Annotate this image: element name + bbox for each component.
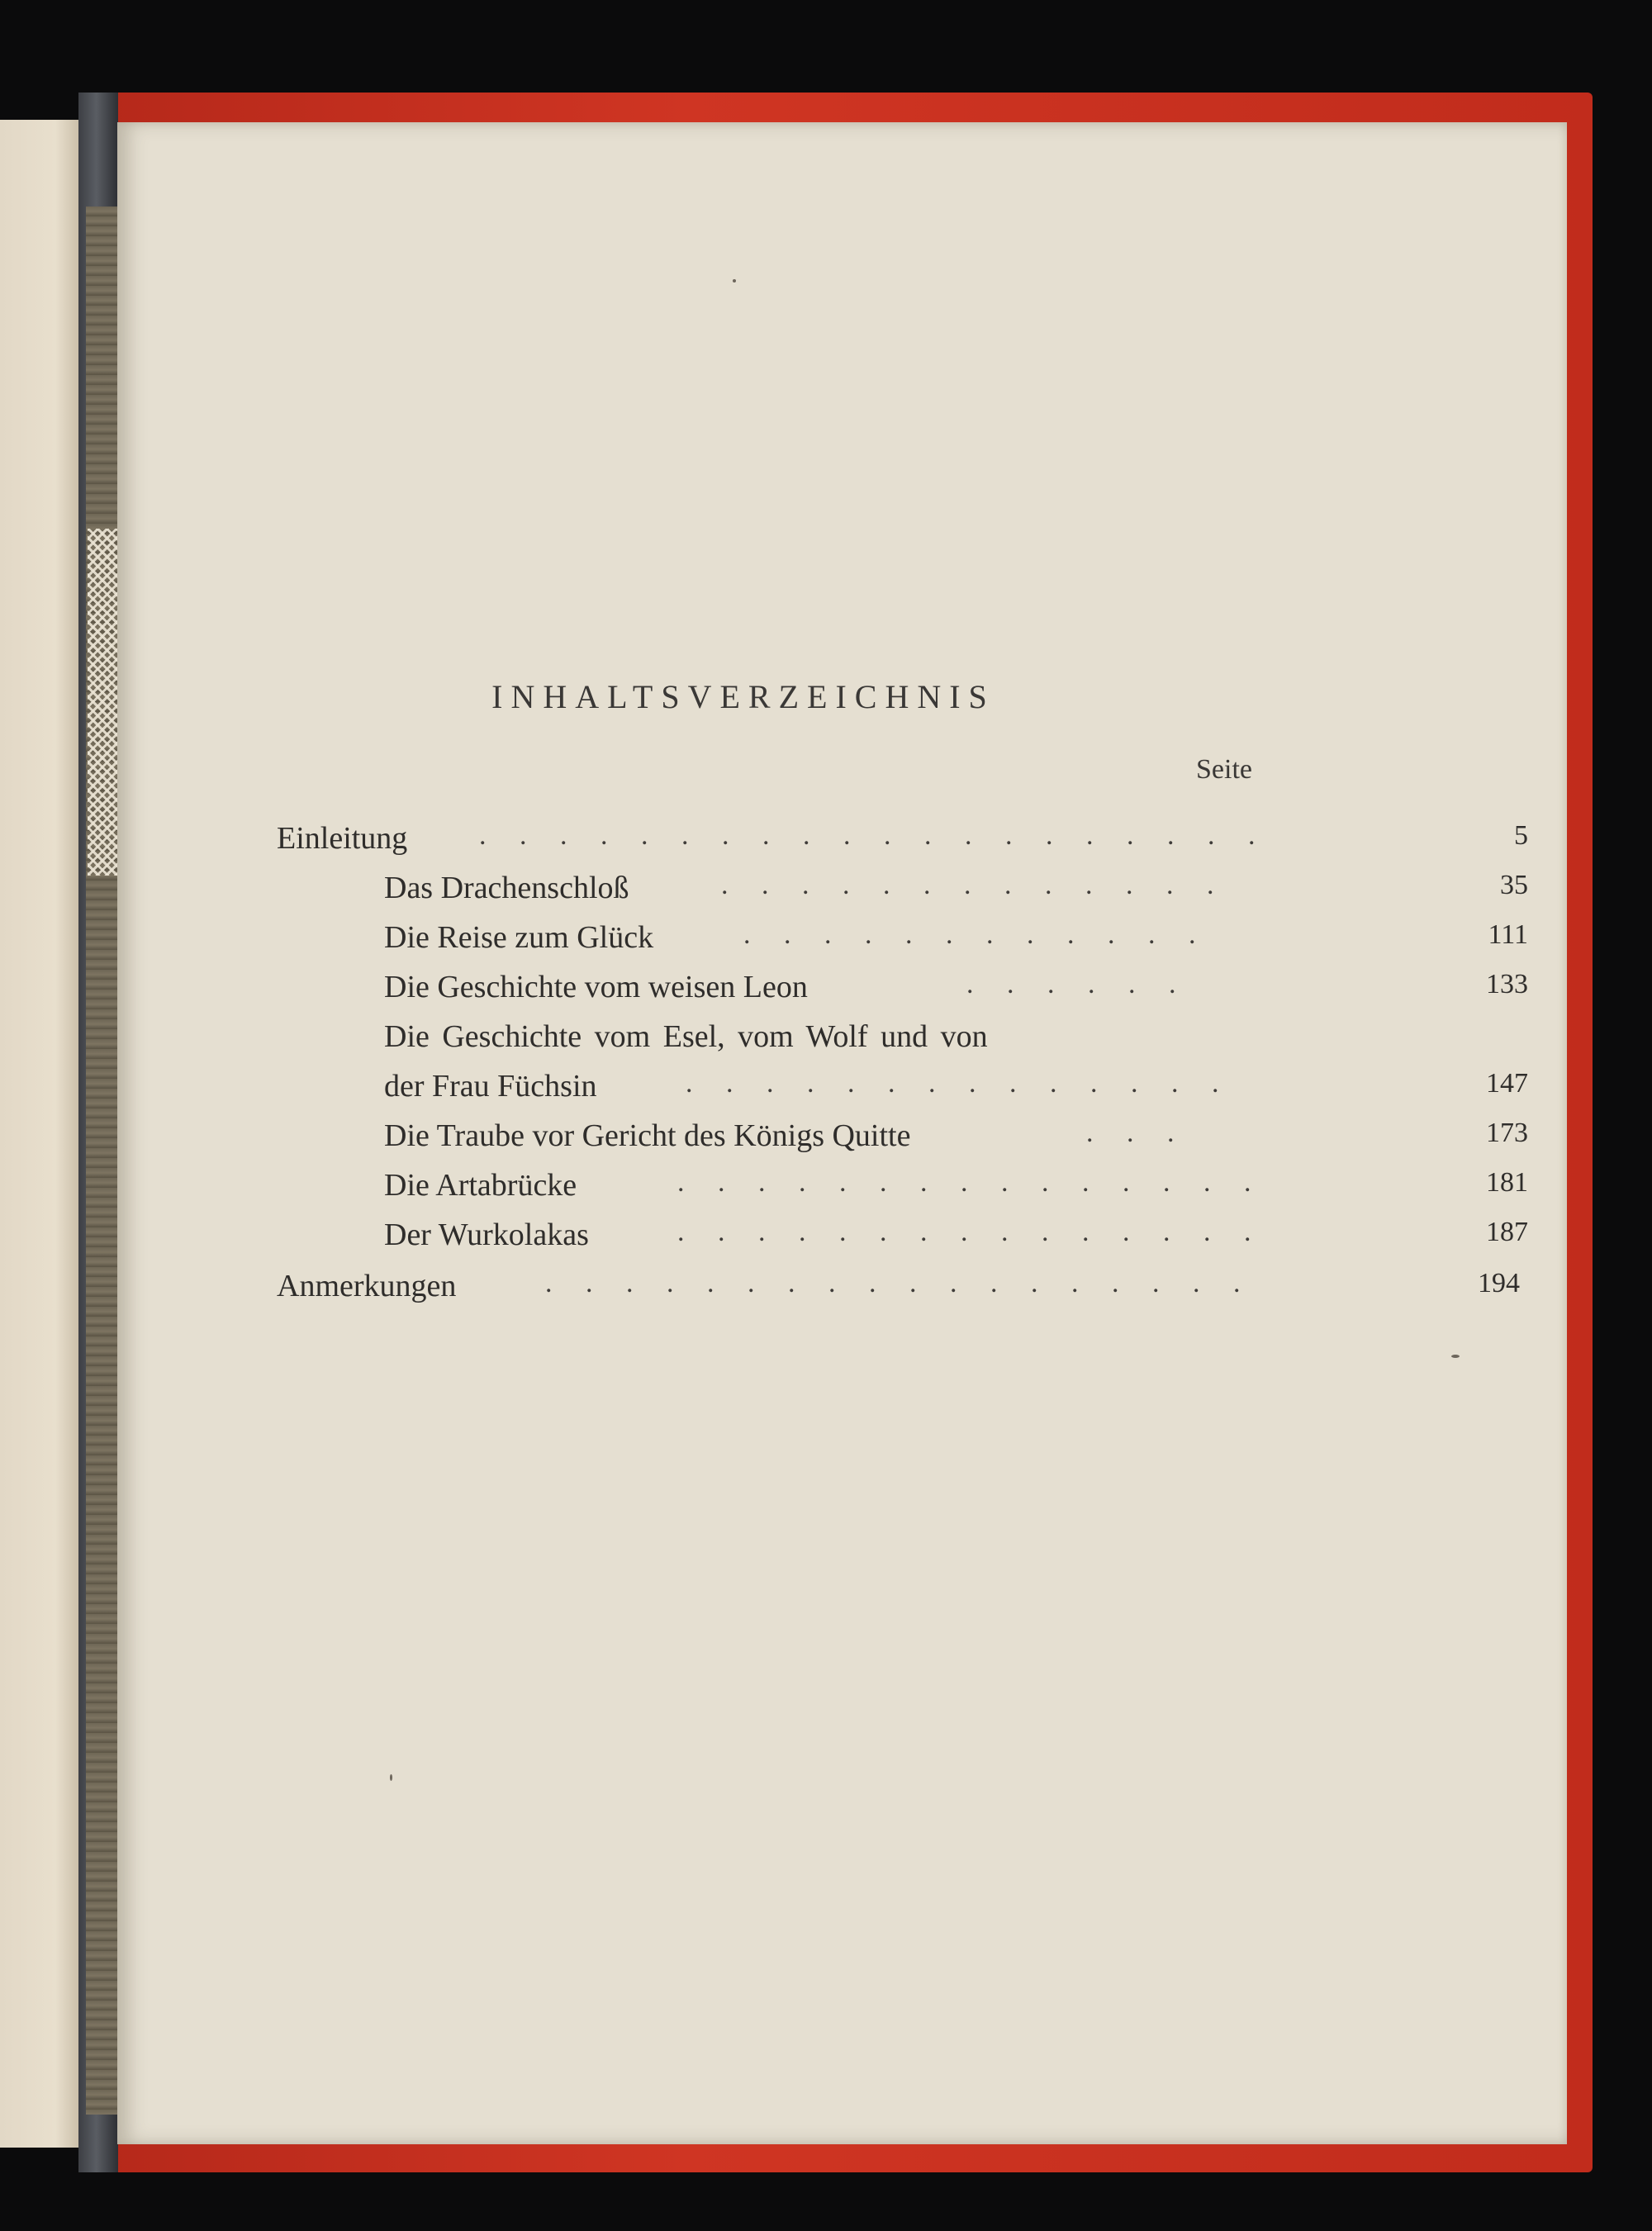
dot-leaders: . . . . . . . . . . . . . . . . . . . . <box>479 820 1269 851</box>
toc-entry <box>384 1018 988 1060</box>
dot-leaders: . . . . . . . . . . . . . . . <box>677 1167 1265 1198</box>
toc-entry-label: Einleitung <box>277 821 408 856</box>
toc-entry-label: Die Geschichte vom Esel, vom Wolf und von <box>384 1019 988 1054</box>
toc-entry-label: Die Reise zum Glück <box>384 920 654 955</box>
toc-entry <box>384 1118 1528 1159</box>
toc-entry <box>384 919 1528 961</box>
left-page-edge <box>0 120 79 2148</box>
toc-entry-label: Der Wurkolakas <box>384 1218 589 1252</box>
dot-leaders: . . . . . . . . . . . . . . <box>686 1068 1232 1099</box>
toc-entry-label: Das Drachenschloß <box>384 871 629 905</box>
toc-entry <box>384 969 1528 1010</box>
toc-entry-page: 194 <box>1478 1268 1520 1298</box>
toc-entry <box>384 1217 1528 1258</box>
page-column-header: Seite <box>1196 754 1252 785</box>
paper-speck <box>1451 1355 1460 1358</box>
toc-entry-page: 147 <box>1486 1068 1528 1099</box>
toc-entry <box>277 1268 1520 1309</box>
toc-entry-page: 5 <box>1514 820 1528 851</box>
toc-entry-label: Die Artabrücke <box>384 1168 577 1203</box>
dot-leaders: . . . . . . <box>966 969 1189 999</box>
dot-leaders: . . . <box>1086 1118 1188 1148</box>
toc-entry-label: Die Geschichte vom weisen Leon <box>384 970 808 1004</box>
toc-entry <box>384 1167 1528 1208</box>
dot-leaders: . . . . . . . . . . . . . . . . . . <box>545 1268 1254 1298</box>
toc-entry-page: 187 <box>1486 1217 1528 1247</box>
toc-entry-label: Anmerkungen <box>277 1269 457 1303</box>
toc-entry-page: 173 <box>1486 1118 1528 1148</box>
toc-entry <box>277 820 1528 862</box>
binding-mesh <box>88 529 117 876</box>
dot-leaders: . . . . . . . . . . . . . <box>721 870 1227 900</box>
toc-entry <box>384 1068 1528 1109</box>
binding-hinge <box>86 206 119 2115</box>
dot-leaders: . . . . . . . . . . . . . . . <box>677 1217 1265 1247</box>
toc-entry-page: 133 <box>1486 969 1528 999</box>
dot-leaders: . . . . . . . . . . . . <box>743 919 1209 950</box>
toc-entry-label: Die Traube vor Gericht des Königs Quitte <box>384 1118 911 1153</box>
toc-entry-page: 35 <box>1500 870 1528 900</box>
toc-entry-page: 111 <box>1488 919 1528 950</box>
toc-entry-label: der Frau Füchsin <box>384 1069 597 1104</box>
toc-entry <box>384 870 1528 911</box>
toc-entry-page: 181 <box>1486 1167 1528 1198</box>
toc-title: INHALTSVERZEICHNIS <box>491 678 995 715</box>
paper-speck <box>390 1774 392 1781</box>
paper-speck <box>733 279 736 282</box>
